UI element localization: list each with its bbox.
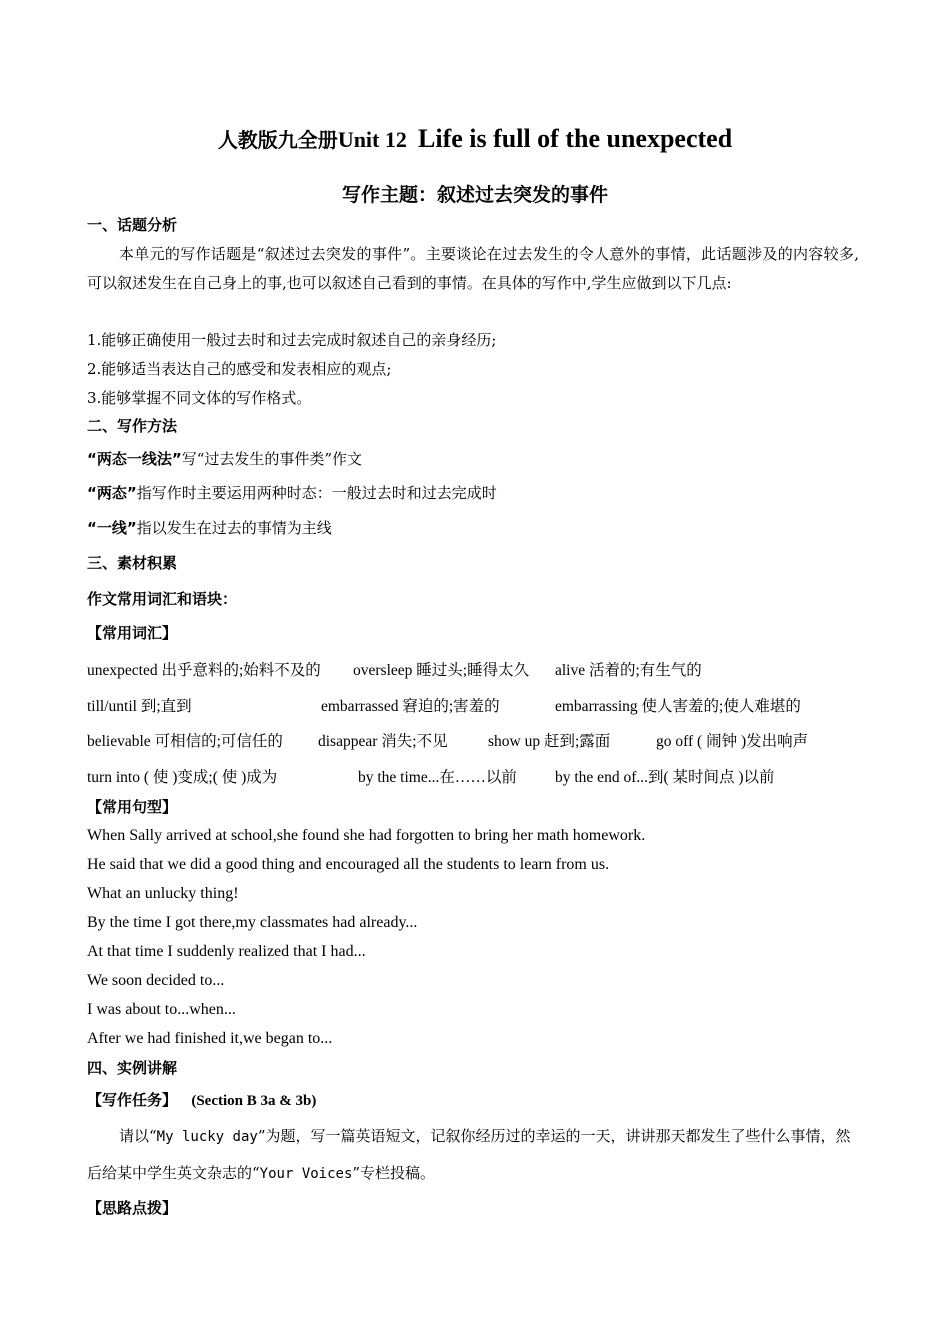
section1-point-1: 1.能够正确使用一般过去时和过去完成时叙述自己的亲身经历;: [87, 331, 497, 349]
method-line-2: [87, 483, 497, 503]
section3-subheading: 作文常用词汇和语块：: [87, 590, 238, 608]
sentence-2: He said that we did a good thing and encouraged all the students to learn from us.: [87, 856, 610, 873]
vocab-item: oversleep 睡过头;睡得太久: [353, 662, 530, 679]
section1-point-3: 3.能够掌握不同文体的写作格式。: [87, 389, 312, 407]
section1-heading: 一、话题分析: [87, 216, 178, 234]
vocab-item: go off ( 闹钟 )发出响声: [656, 733, 809, 750]
sentence-4: By the time I got there,my classmates had already...: [87, 914, 418, 931]
section2-heading: 二、写作方法: [87, 417, 178, 435]
vocab-heading: 【常用词汇】: [87, 624, 178, 642]
method-3-desc: 指以发生在过去的事情为主线: [136, 519, 332, 537]
title-name: Life is full of the unexpected: [418, 124, 733, 153]
sentence-8: After we had finished it,we began to...: [87, 1030, 333, 1047]
method-3-term: “一线”: [87, 519, 137, 537]
vocab-item: unexpected 出乎意料的;始料不及的: [87, 662, 321, 679]
vocab-row-3: [87, 729, 867, 751]
sentence-1: When Sally arrived at school,she found she had forgotten to bring her math homework.: [87, 827, 646, 844]
method-2-desc: 指写作时主要运用两种时态：一般过去时和过去完成时: [136, 484, 497, 502]
hint-label: 【思路点拨】: [87, 1199, 178, 1217]
method-1-desc: 写“过去发生的事件类”作文: [181, 450, 363, 468]
task-part2: ”为题，写一篇英语短文，记叙你经历过的幸运的一天，讲讲那天都发生了些什么事情，然后给某中学生英文杂志的“: [87, 1127, 851, 1182]
sentence-heading: 【常用句型】: [87, 798, 178, 816]
method-1-term: “两态一线法”: [87, 450, 182, 468]
vocab-item: by the time...在……以前: [358, 769, 517, 786]
section4-heading: 四、实例讲解: [87, 1059, 178, 1077]
vocab-item: disappear 消失;不见: [318, 733, 448, 750]
task-part1: 请以“: [119, 1127, 157, 1145]
task-section: (Section B 3a & 3b): [191, 1093, 317, 1109]
sentence-6: We soon decided to...: [87, 972, 225, 989]
vocab-item: embarrassing 使人害羞的;使人难堪的: [555, 698, 801, 715]
section1-paragraph: 本单元的写作话题是“叙述过去突发的事件”。主要谈论在过去发生的令人意外的事情，此话题涉及的内容较多,可以叙述发生在自己身上的事,也可以叙述自己看到的事情。在具体的写作中,学生应做到以下几点:: [87, 245, 859, 292]
task-part3: ”专栏投稿。: [352, 1164, 436, 1182]
vocab-item: embarrassed 窘迫的;害羞的: [321, 698, 500, 715]
document-title: [0, 124, 950, 154]
task-column: Your Voices: [259, 1166, 353, 1182]
vocab-row-1: [87, 658, 867, 680]
task-title: My lucky day: [156, 1129, 258, 1145]
section1-point-2: 2.能够适当表达自己的感受和发表相应的观点;: [87, 360, 392, 378]
task-description: [87, 1118, 859, 1192]
task-label-line: [87, 1090, 316, 1111]
vocab-row-4: [87, 765, 867, 787]
method-line-1: [87, 449, 362, 469]
method-line-3: [87, 518, 332, 538]
sentence-5: At that time I suddenly realized that I had...: [87, 943, 366, 960]
title-unit: Unit 12: [337, 127, 407, 152]
task-label: 【写作任务】: [87, 1091, 178, 1109]
sentence-3: What an unlucky thing!: [87, 885, 239, 902]
vocab-item: turn into ( 使 )变成;( 使 )成为: [87, 769, 278, 786]
vocab-item: till/until 到;直到: [87, 698, 192, 715]
vocab-item: show up 赶到;露面: [488, 733, 611, 750]
document-subtitle: 写作主题：叙述过去突发的事件: [341, 184, 608, 206]
vocab-item: believable 可相信的;可信任的: [87, 733, 283, 750]
title-cn: 人教版九全册: [217, 128, 338, 152]
vocab-item: alive 活着的;有生气的: [555, 662, 702, 679]
method-2-term: “两态”: [87, 484, 137, 502]
section3-heading: 三、素材积累: [87, 554, 178, 572]
vocab-row-2: [87, 694, 867, 716]
vocab-item: by the end of...到( 某时间点 )以前: [555, 769, 775, 786]
sentence-7: I was about to...when...: [87, 1001, 236, 1018]
